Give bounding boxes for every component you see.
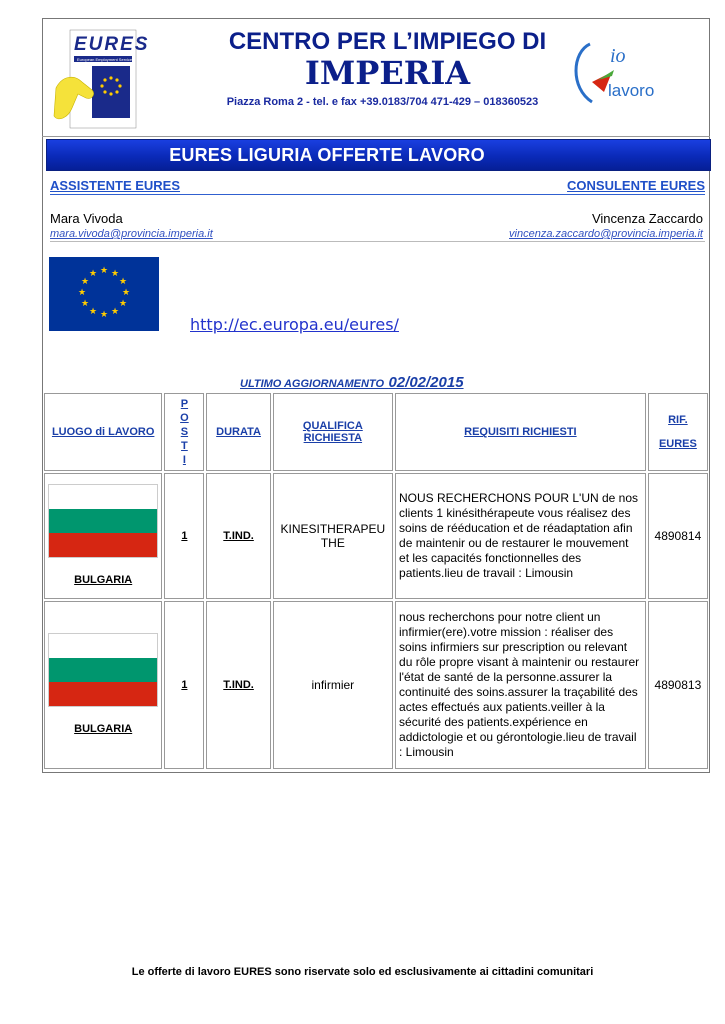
header-rif: RIF. EURES [648,393,708,471]
bulgaria-flag-image [48,633,158,707]
consultant-role-label: CONSULENTE EURES [567,178,705,193]
header-durata: DURATA [206,393,270,471]
svg-text:★: ★ [77,288,87,298]
svg-text:★: ★ [118,277,128,287]
offers-table [42,391,710,771]
svg-text:★: ★ [80,277,90,287]
svg-text:★: ★ [118,299,128,309]
svg-text:io: io [610,45,626,67]
contact-roles [50,178,705,195]
update-date: 02/02/2015 [388,374,464,391]
table-header-row [44,393,708,471]
office-address: Piazza Roma 2 - tel. e fax +39.0183/704 471-429 – 018360523 [226,96,539,108]
svg-text:European Employment Services: European Employment Services [77,57,135,62]
workplace-cell [44,601,162,769]
svg-text:★: ★ [99,266,109,276]
posti-cell: 1 [164,601,204,769]
svg-text:★: ★ [110,307,120,317]
country-label: BULGARIA [74,723,133,735]
qualifica-cell: infirmier [273,601,393,769]
requisiti-cell: NOUS RECHERCHONS POUR L'UN de nos clients 1 kinésithérapeute vous réalisez des soins de rééducation et de réadaptation afin de maintenir ou de restaurer le mouvement et les capacités fonctionnelles des patients.lieu de travail : Limousin [395,473,646,599]
header-luogo: LUOGO di LAVORO [44,393,162,471]
svg-text:★: ★ [80,299,90,309]
svg-text:★: ★ [110,269,120,279]
io-lavoro-logo [568,36,668,108]
bulgaria-flag-image [48,484,158,558]
update-label: ULTIMO AGGIORNAMENTO [240,378,385,390]
last-update [240,374,464,392]
durata-cell: T.IND. [206,473,270,599]
workplace-cell [44,473,162,599]
assistant-name: Mara Vivoda [50,211,123,226]
header-requisiti: REQUISITI RICHIESTI [395,393,646,471]
banner-title: EURES LIGURIA OFFERTE LAVORO [169,145,485,165]
consultant-email-link[interactable]: vincenza.zaccardo@provincia.imperia.it [509,228,703,240]
qualifica-cell: KINESITHERAPEU THE [273,473,393,599]
eures-website-link[interactable]: http://ec.europa.eu/eures/ [190,315,399,334]
posti-cell: 1 [164,473,204,599]
footer-note: Le offerte di lavoro EURES sono riservate solo ed esclusivamente ai cittadini comunitari [131,966,594,978]
consultant-name: Vincenza Zaccardo [591,211,703,226]
table-row [44,601,708,769]
title-line-1: CENTRO PER L’IMPIEGO DI [228,28,547,55]
svg-text:★: ★ [121,288,131,298]
header-posti: P O S T I [164,393,204,471]
rif-cell: 4890813 [648,601,708,769]
eu-flag-image [49,257,159,331]
offers-banner [46,139,711,171]
svg-text:★: ★ [88,307,98,317]
header-qualifica: QUALIFICA RICHIESTA [273,393,393,471]
rif-cell: 4890814 [648,473,708,599]
title-line-2: IMPERIA [304,54,471,92]
assistant-email-link[interactable]: mara.vivoda@provincia.imperia.it [50,228,213,240]
country-label: BULGARIA [74,574,133,586]
svg-text:lavoro: lavoro [608,81,655,100]
svg-text:★: ★ [88,269,98,279]
divider [50,241,705,242]
svg-text:★: ★ [99,310,109,320]
requisiti-cell: nous recherchons pour notre client un infirmier(ere).votre mission : réaliser des soins infirmiers sur prescription ou relevant du rôle propre visant à maintenir ou restaurer l'état de santé de la personne.assurer la continuité des soins.assurer la traçabilité des actes effectués aux patients.veiller à la sécurité des patients.expérience en addictologie et ou gérontologie.lieu de travail : Limousin [395,601,646,769]
eures-logo [52,26,150,130]
assistant-role-label: ASSISTENTE EURES [50,178,181,193]
svg-text:EURES: EURES [74,34,150,55]
table-row [44,473,708,599]
durata-cell: T.IND. [206,601,270,769]
